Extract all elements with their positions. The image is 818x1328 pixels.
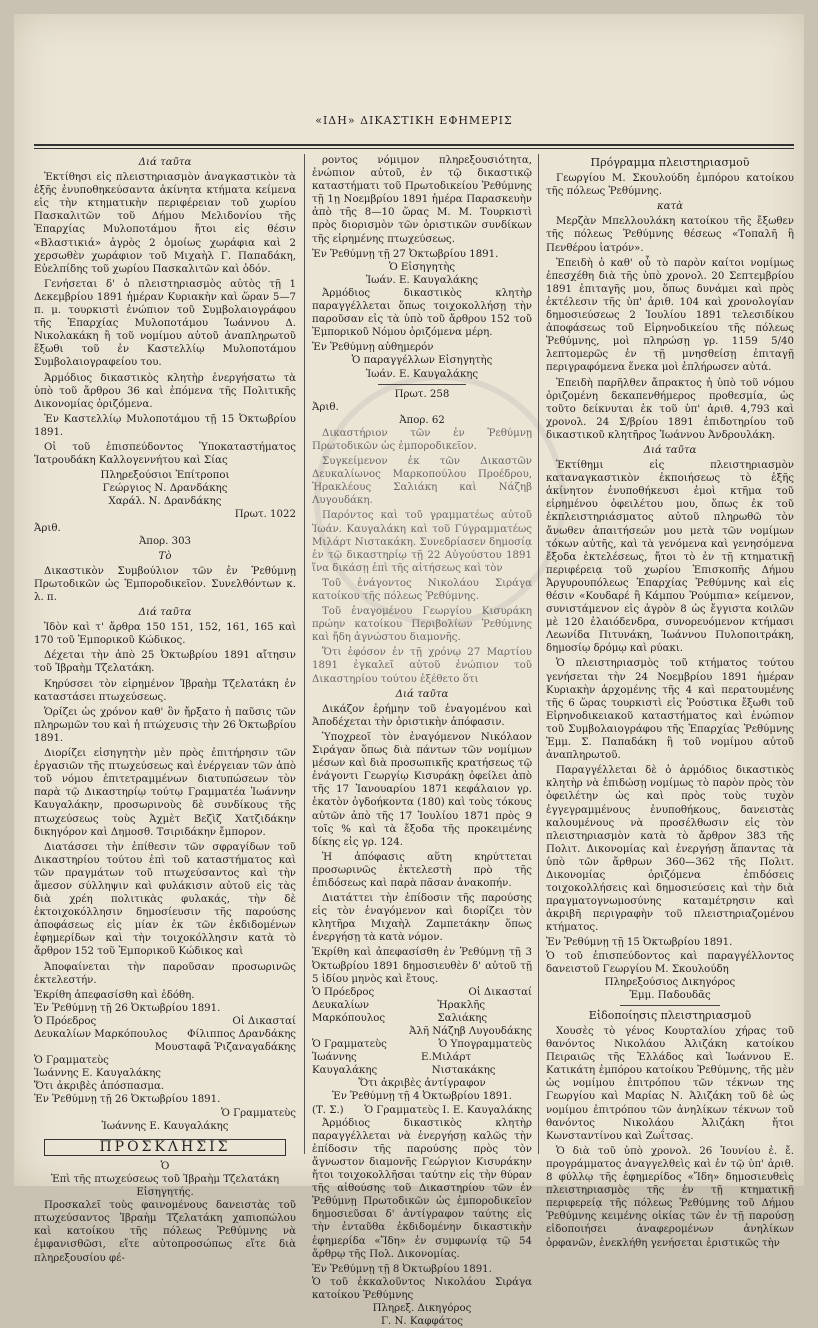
paragraph: Δικαστικὸν Συμβούλιον τῶν ἐν Ῥεθύμνῃ Πρωτοδικῶν ὡς Ἐμποροδικεῖον. Συνελθόντων κ. λ. π. <box>34 565 296 603</box>
text-line: Ἐν Ῥεθύμνῃ τῇ 26 Ὀκτωβρίου 1891. <box>34 1002 221 1014</box>
paragraph: Δέχεται τὴν ἀπὸ 25 Ὀκτωβρίου 1891 αἴτησιν τοῦ Ἰβραὴμ Τζελατάκη. <box>34 650 296 675</box>
paragraph: Διατάσσει τὴν ἐπίθεσιν τῶν σφραγίδων τοῦ Δικαστηρίου τούτου ἐπὶ τοῦ καταστήματος καὶ τῶν πραγμάτων τοῦ πτωχεύσαντος καὶ τὴν ἄμεσον σύλληψιν καὶ φυλάκισιν αὐτοῦ εἰς τὰς διὰ χρέη πολιτικὰς φυλακάς, τὴν δὲ ἐκτοιχοκόλλησιν δημοσίευσιν τῆς παρούσης ἀποφάσεως εἰς μίαν ἐκ τῶν ἐκδιδομένων ἐφημερίδων καὶ τὴν τοιχοκόλλησιν κατὰ τὸ ἄρθρον 152 τοῦ Ἐμπορικοῦ Κώδικος καὶ <box>34 841 296 958</box>
signature-right: Ὁ Υπογραμματεὺς <box>438 1039 532 1051</box>
paragraph: Διατάττει τὴν ἐπίδοσιν τῆς παρούσης εἰς τὸν ἐναγόμενον καὶ διορίζει τὸν κλητῆρα Μιχαὴλ Ζαμπετάκην ὅπως ἐνεργήσῃ τὰ κατὰ νόμον. <box>312 893 532 944</box>
signature-line: Γ. Ν. Καφφάτος <box>380 1316 464 1328</box>
signature-row <box>34 1028 296 1041</box>
paragraph: Ἡ ἀπόφασις αὕτη κηρύττεται προσωρινῶς ἐκτελεστὴ πρὸ τῆς ἐπιδόσεως καὶ παρὰ πᾶσαν ἀνακοπήν. <box>312 851 532 889</box>
column-middle <box>312 154 532 1328</box>
signature-line: Ἰωάν. Ε. Καυγαλάκης <box>365 274 479 286</box>
signature-right: Ἡρακλῆς Σαλιάκης <box>437 999 488 1024</box>
paragraph: Ἐκτίθησι εἰς πλειστηριασμὸν ἀναγκαστικὸν τὰ ἑξῆς ἐνυποθηκεύσαντα ἀκίνητα κτήματα κείμενα εἰς τὴν κτηματικὴν περιφέρειαν τοῦ χωρίου Πασκαλιτῶν τοῦ Δήμου Μελιδονίου τῆς Ἐπαρχίας Μυλοποτάμου ἤτοι εἰς θέσιν «Βλαστικιά» ἀγρὸς 2 ὁμοίως χωράφια καὶ 2 χερσωθὲν χωράφιον τοῦ Μιχαὴλ Γ. Παπαδάκη, Εὐελπίδης τοῦ χωρίου Πασκαλιτῶν καὶ ὁδόν. <box>34 172 296 275</box>
faded-paragraph: Συγκείμενον ἐκ τῶν Δικαστῶν Δευκαλίωνος Μαρκοπούλου Προέδρου, Ἠρακλέους Σαλιάκη καὶ Νάζηβ Λυγουδάκη. <box>312 456 532 507</box>
signature-line: Πληρεξούσιοι Ἐπίτροποι <box>100 470 230 482</box>
paragraph: Δικάζον ἐρήμην τοῦ ἐναγομένου καὶ Ἀποδέχεται τὴν ὁριστικὴν ἀπόφασιν. <box>312 703 532 728</box>
signature-left: Ὁ Πρόεδρος <box>34 1015 97 1027</box>
masthead-rule-thin <box>34 148 794 149</box>
paragraph: Ἰδὸν καὶ τ' ἄρθρα 150 151, 152, 161, 165 καὶ 170 τοῦ Ἐμπορικοῦ Κώδικος. <box>34 622 296 647</box>
text-line: Ἀπορ. 303 <box>138 535 192 547</box>
text-line: Μουσταφᾶ Ῥιζαναγαδάκης <box>154 1042 296 1054</box>
signature-right: Φίλιππος Δρανδάκης <box>187 1029 296 1040</box>
section-heading: Διά ταῦτα <box>395 688 449 700</box>
text-line: Ἀριθ. <box>312 401 339 413</box>
paragraph: Ἀρμόδιος δικαστικὸς κλητὴρ παραγγέλλεται νὰ ἐνεργήσῃ καλῶς τὴν ἐπίδοσιν τῆς παρούσης πρὸς τὸν ἄγνωστον διαμονῆς Γεώργιον Κισυράκην ἤτοι τοιχοκολλῆσαι ταύτην εἰς τὴν θύραν τῆς αἰθούσης τοῦ Δικαστηρίου τῶν ἐν Ῥεθύμνῃ Πρωτοδικῶν ὡς ἐμποροδικεῖον δημοσιεῦσαι δ' ἀντίγραφον ταύτης εἰς τὴν ἐνταῦθα ἐκδιδομένην δικαστικὴν ἐφημερίδα «Ἴδη» ἐν συμφωνίᾳ τῷ 54 ἄρθρῳ τῆς Πολ. Δικονομίας. <box>312 1117 532 1260</box>
text-line: Ὁ τοῦ ἐπισπεύδοντος καὶ παραγγέλλοντος δανειστοῦ Γεωργίου Μ. Σκουλούδη <box>546 950 794 975</box>
text-line: Ὁ Γραμματεὺς <box>34 1055 109 1067</box>
paragraph: Χουσὲς τὸ γένος Κουρταλίου χήρας τοῦ θανόντος Νικολάου Ἀλιζάκη κατοίκου Πειραιῶς τῆς Ἑλλάδος καὶ Ἰωάννου Ε. Κατικάτη ἐμπόρου κατοίκου Ῥεθύμνης, τῆς μὲν ὡς νομίμου ἐπιτρόπου τῶν τέκνων της Γεωργίου καὶ Μαρίας Ν. Ἀλιζάκη τοῦ δὲ ὡς νομίμου ἐπιτρόπου τῶν ἀνηλίκων τέκνων τοῦ θανόντος Νικολάου Ἀλιζάκη ἤτοι Κωνσταντίνου καὶ Ζωΐτσας. <box>546 1026 794 1142</box>
text-line: Πρωτ. 1022 <box>234 509 296 521</box>
faded-paragraph: Ὅτι ἐφόσον ἐν τῇ χρόνῳ 27 Μαρτίου 1891 ἐγκαλεῖ αὐτοῦ ἐνώπιον τοῦ Δικαστηρίου τούτου ἐξέθετο ὅτι <box>312 647 532 685</box>
column-left <box>34 154 296 1264</box>
notice-title: Πρόγραμμα πλειστηριασμοῦ <box>590 156 750 169</box>
text-line: Ἰωάννης Ε. Καυγαλάκης <box>34 1068 162 1080</box>
signature-line: Ἰωάννης Ε. Καυγαλάκης <box>101 1120 229 1132</box>
text-line: Ὁ τοῦ ἐκκαλοῦντος Νικολάου Σιράγα κατοίκου Ῥεθύμνης <box>312 1276 532 1301</box>
section-heading: κατὰ <box>656 201 684 213</box>
paragraph: Ὁρίζει ὡς χρόνον καθ' ὃν ἤρξατο ἡ παῦσις τῶν πληρωμῶν του καὶ ἡ πτώχευσις τὴν 26 Ὀκτωβρίου 1891. <box>34 706 296 744</box>
paragraph: Γεωργίου Μ. Σκουλούδη ἐμπόρου κατοίκου τῆς πόλεως Ῥεθύμνης. <box>546 173 794 198</box>
paragraph: Γενήσεται δ' ὁ πλειστηριασμὸς αὐτὸς τῇ 1 Δεκεμβρίου 1891 ἡμέραν Κυριακὴν καὶ ὥραν 5—7 π. μ. τουρκιστὶ ἐνώπιον τοῦ Συμβολαιογράφου τῆς Ἐπαρχίας Μυλοποτάμου Ἰωάννου Δ. Νικολακάκη ἢ τοῦ νομίμου αὐτοῦ ἀναπληρωτοῦ ἔξωθι τοῦ ἐν Καστελλίῳ Μυλοποτάμου Συμβολαιογραφείου του. <box>34 278 296 369</box>
text-line: Ὅτι ἀκριβὲς ἀπόσπασμα. <box>34 1081 165 1093</box>
section-heading: Διά ταῦτα <box>138 607 192 619</box>
signature-line: Γεώργιος Ν. Δρανδάκης <box>102 483 228 495</box>
paragraph: Ἀποφαίνεται τὴν παροῦσαν προσωρινῶς ἐκτελεστήν. <box>34 961 296 986</box>
paragraph: Ἐπειδὴ ὁ καθ' οὗ τὸ παρὸν καίτοι νομίμως ἐπεσχέθη διὰ τῆς ὑπὸ χρονολ. 20 Σεπτεμβρίου 1891 ἐπιταγῆς μου, ὅπως δυνάμει καὶ πρὸς ἐκτέλεσιν τῆς ὑπ' ἀριθ. 104 καὶ χρονολογίαν δημοσιεύσεως 2 Ἰουλίου 1891 τελεσιδίκου ἀποφάσεως τοῦ Εἰρηνοδικείου τῆς πόλεως Ῥεθύμνης, μοὶ πληρώσῃ γρ. 1159 5/40 λεπτομερῶς ἐν τῇ μνησθείσῃ ἐπιταγῇ περιγραφόμενα ἕνεκα μοὶ ἐπλήρωσεν αὐτά. <box>546 257 794 374</box>
signature-line: Πληρεξ. Δικηγόρος <box>372 1302 472 1314</box>
section-heading: Διά ταῦτα <box>138 157 192 168</box>
masthead-title: «ΙΔΗ» ΔΙΚΑΣΤΙΚΗ ΕΦΗΜΕΡΙΣ <box>315 114 513 127</box>
faded-paragraph: Παρόντος καὶ τοῦ γραμματέως αὐτοῦ Ἰωάν. Καυγαλάκη καὶ τοῦ Γύγραμματέως Μιλάρτ Νιστακάκη. Συνεδρίασεν δημοσίᾳ ἐν τῷ δικαστηρίῳ τῇ 22 Αὐγούστου 1891 ἵνα δικάσῃ ἐπὶ τῆς αἰτήσεως καὶ τὸν <box>312 510 532 574</box>
faded-paragraph: Τοῦ ἐνάγοντος Νικολάου Σιράγα κατοίκου τῆς πόλεως Ῥεθύμνης. <box>312 577 532 602</box>
text-line: Ἐπὶ τῆς πτωχεύσεως τοῦ Ἰβραὴμ Τζελατάκη Εἰσηγητής. <box>50 1173 280 1199</box>
signature-row <box>34 1015 296 1028</box>
signature-line: Ἐμμ. Παδουδᾶς <box>629 989 711 1001</box>
section-heading: Διά ταῦτα <box>643 444 697 456</box>
text-line: Ἐν Ῥεθύμνῃ τῇ 26 Ὀκτωβρίου 1891. <box>34 1094 221 1106</box>
columns <box>34 154 794 1328</box>
signature-left: (Τ. Σ.) <box>312 1104 344 1116</box>
paragraph: Ἐπειδὴ παρῆλθεν ἄπρακτος ἡ ὑπὸ τοῦ νόμου ὁριζομένη δεκαπενθήμερος προθεσμία, ὡς τοῦτο δείκνυται ἐκ τοῦ ὑπ' ἀριθ. 4,793 καὶ χρονολ. 24 Σ/βρίου 1891 ἐπιδοτηρίου τοῦ δικαστικοῦ κλητῆρος Ἰωάννου Ἀνδρουλάκη. <box>546 377 794 441</box>
paragraph: Ἀρμόδιος δικαστικὸς κλητὴρ παραγγέλλεται ὅπως τοιχοκολλήσῃ τὴν παροῦσαν εἰς τὰ ὑπὸ τοῦ ἄρθρου 152 τοῦ Ἐμπορικοῦ Νόμου ὁριζόμενα μέρη. <box>312 287 532 339</box>
text-line: Ἐν Ῥεθύμνῃ τῇ 27 Ὀκτωβρίου 1891. <box>312 248 499 260</box>
text-line: Ἀλῆ Νάζηβ Λυγουδάκης <box>409 1026 532 1037</box>
signature-left: Ὁ Γραμματεὺς <box>312 1039 387 1051</box>
column-divider <box>538 154 539 1154</box>
signature-line: Ὁ παραγγέλλων Εἰσηγητὴς <box>351 355 493 367</box>
newspaper-page <box>14 14 804 1328</box>
text-line: Ὁ <box>160 1160 170 1172</box>
masthead-rule <box>34 144 794 146</box>
text-line: Ὅτι ἀκριβὲς ἀντίγραφον <box>358 1078 486 1090</box>
paragraph: Παραγγέλλεται δὲ ὁ ἀρμόδιος δικαστικὸς κλητὴρ νὰ ἐπιδώσῃ νομίμως τὸ παρὸν πρὸς τὸν ὀφειλέτην ὡς καὶ πρὸς τοὺς τυχὸν ἐγγεγραμμένους ἐνυποθήκους, δανειστὰς καλουμένους νὰ προσέλθωσιν εἰς τὸν πλειστηριασμὸν κατὰ τὸ ἄρθρον 383 τῆς Πολιτ. Δικονομίας καὶ ἐνεργήσῃ ἅπαντας τὰ ὑπὸ τῶν ἄρθρων 360—362 τῆς Πολιτ. Δικονομίας ὁριζόμενα ἐπιδόσεις τοιχοκολλήσεις καὶ δημοσιεύσεις καὶ τὴν διὰ πραγματογνωμοσύνης καταμέτρησιν καὶ ἀκριβῆ περιγραφὴν τοῦ πλειστηριαζομένου κτήματος. <box>546 765 794 934</box>
paragraph: Διορίζει εἰσηγητὴν μὲν πρὸς ἐπιτήρησιν τῶν ἐργασιῶν τῆς πτωχεύσεως καὶ ἐνέργειαν τῶν ἀπὸ τοῦ νόμου ἐπιτετραμμένων διατυπώσεων τὸν παρὰ τῷ Δικαστηρίῳ τούτῳ Γραμματέα Ἰωάννην Καυγαλάκην, προσωρινοὺς δὲ συνδίκους τῆς πτωχεύσεως τοὺς Ἀχμὲτ Βεζὶζ Χατζιδάκην δικηγόρον καὶ Δημοσθ. Τσιριδάκην ἔμπορον. <box>34 748 296 838</box>
paragraph: Ἐν Καστελλίῳ Μυλοποτάμου τῇ 15 Ὀκτωβρίου 1891. <box>34 413 296 438</box>
text-line: Ἐκρίθη καὶ ἀπεφασίσθη ἐν Ῥεθύμνῃ τῇ 3 Ὀκτωβρίου 1891 δημοσιευθὲν δ' αὐτοῦ τῇ 5 ἰδίου μηνὸς καὶ ἔτους. <box>312 947 532 985</box>
paragraph: Μερζὰν Μπελλουλάκη κατοίκου τῆς ἔξωθεν τῆς πόλεως Ῥεθύμνης θέσεως «Τοπαλῆ ἢ Πενθέρου ἰατρόν». <box>546 216 794 254</box>
paragraph: ροντος νόμιμον πληρεξουσιότητα, ἐνώπιον αὐτοῦ, ἐν τῷ δικαστικῷ καταστήματι τοῦ Πρωτοδικείου Ῥεθύμνης τῇ 1ῃ Νοεμβρίου 1891 ἡμέρα Παρασκευὴν ἀπὸ τῆς 8—10 ὥρας Μ. Μ. Τουρκιστὶ πρὸς διορισμὸν τῶν ὁριστικῶν συνδίκων τῆς εἰρημένης πτωχεύσεως. <box>312 155 532 245</box>
text-line: Ἀπορ. 62 <box>399 414 445 426</box>
paragraph: Οἱ τοῦ ἐπισπεύδοντος Ὑποκαταστήματος Ἰατρουδάκη Καλλογεννήτου καὶ Σίας <box>34 441 296 467</box>
divider <box>620 1005 719 1006</box>
signature-line: Ἰωάν. Ε. Καυγαλάκης <box>365 368 479 380</box>
signature-row <box>312 986 532 999</box>
signature-left: Ὁ Πρόεδρος <box>312 986 375 998</box>
signature-row <box>312 1051 532 1077</box>
text-line: Ἐκρίθη ἀπεφασίσθη καὶ ἐδόθη. <box>34 989 195 1001</box>
signature-row <box>312 1104 532 1117</box>
signature-right: Οἱ Δικασταί <box>232 1015 296 1027</box>
signature-left: Δευκαλίων Μαρκόπουλος <box>34 1029 168 1040</box>
signature-left: Ἰωάννης Ε. Καυγαλάκης <box>312 1052 432 1077</box>
signature-left: Δευκαλίων Μαρκόπουλος <box>312 999 386 1024</box>
paragraph: Κηρύσσει τὸν εἰρημένον Ἰβραὴμ Τζελατάκη ἐν καταστάσει πτωχεύσεως. <box>34 678 296 703</box>
column-divider <box>304 154 305 1154</box>
paragraph: Ὁ πλειστηριασμὸς τοῦ κτήματος τούτου γενήσεται τὴν 24 Νοεμβρίου 1891 ἡμέραν Κυριακὴν ἀρχομένης τῆς 4 καὶ περατουμένης τῆς 6 ὥρας τουρκιστὶ εἰς Ῥούστικα ἔξωθι τοῦ Εἰρηνοδικειακοῦ καταστήματος καὶ ἐνώπιον τοῦ Συμβολαιογράφου τῆς Ἐπαρχίας Ῥεθύμνης Ἐμμ. Σ. Παπαδάκη ἢ τοῦ νομίμου αὐτοῦ ἀναπληρωτοῦ. <box>546 658 794 762</box>
text-line: Ἐν Ῥεθύμνῃ αὐθημερόν <box>312 342 434 354</box>
faded-paragraph: Δικαστήριον τῶν ἐν Ῥεθύμνῃ Πρωτοδικῶν ὡς ἐμποροδικεῖον. <box>312 427 532 452</box>
signature-right: Μιλάρτ Νιστακάκης <box>431 1052 496 1077</box>
signature-line: Πληρεξούσιος Δικηγόρος <box>604 976 736 988</box>
faded-paragraph: Τοῦ ἐναγομένου Γεωργίου Κισυράκη πρώην κατοίκου Περιβολίων Ῥεθύμνης καὶ ἤδη ἀγνώστου διαμονῆς. <box>312 606 532 644</box>
paragraph: Ἀρμόδιος δικαστικὸς κλητὴρ ἐνεργήσατω τὰ ὑπὸ τοῦ ἄρθρου 36 καὶ ἑπόμενα τῆς Πολιτικῆς Δικονομίας ὁριζόμενα. <box>34 372 296 410</box>
signature-row <box>312 999 532 1025</box>
text-line: Ἐν Ῥεθύμνῃ τῇ 15 Ὀκτωβρίου 1891. <box>546 937 733 949</box>
paragraph: Ὁ διὰ τοῦ ὑπὸ χρονολ. 26 Ἰουνίου ἐ. ἔ. προγράμματος ἀναγγελθεὶς καὶ ἐν τῷ ὑπ' ἀριθ. 8 φύλλῳ τῆς ἐφημερίδος «Ἴδη» δημοσιευθεὶς πλειστηριασμὸς τῆς ἐν τῇ κτηματικῇ περιφερείᾳ τῆς πόλεως Ῥεθύμνης τοῦ Δήμου Ῥεθύμνης κειμένης οἰκίας τῶν ἐν τῇ παρούσῃ εἰδοποιήσει ἀναφερομένων ἀνηλίκων ὀρφανῶν, ἐνεκλήθη γενήσεται ἐριστικῶς τὴν <box>546 1145 794 1249</box>
paragraph: Ἐκτίθημι εἰς πλειστηριασμὸν καταναγκαστικὸν ἐκποιήσεως τὸ ἑξῆς ἀκίνητον ἐνυποθήκευσι ἐμοὶ κτῆμα τοῦ εἰρημένου ὀφειλέτου μου, ὅπως ἐκ τοῦ ἐκπλειστηριάσματος αὐτοῦ πληρωθῶ τὸν ἄνωθεν ἀπαιτήσεών μου μετὰ τῶν νομίμων τόκων αὐτῆς, καὶ τὰ γενόμενα καὶ γενησόμενα ἔξοδα ἐκτελέσεως, ἤτοι τὸ ἐν τῇ κτηματικῇ περιφέρειᾳ τοῦ χωρίου Ἐπισκοπῆς Δήμου Ἀργυρουπόλεως Ἐπαρχίας Ῥεθύμνης καὶ εἰς θέσιν «Κουδαρέ ἢ Κάμπου Ῥούμπια» κείμενον, συνιστάμενον εἰς ἀγρὸν 8 ὡς ἔγγιστα κοιλῶν μὲ 120 ἐλαιόδενδρα, συνορευόμενον κτήμασι Λεωνίδα Πιτυνάκη, Ἰωάννου Πυλοποιτράκη, δημοσίῳ δρόμῳ καὶ ρύακι. <box>546 460 794 655</box>
text-line: Πρωτ. 258 <box>394 388 450 400</box>
signature-right: Οἱ Δικασταί <box>468 986 532 998</box>
notice-box-title: ΠΡΟΣΚΛΗΣΙΣ <box>44 1139 286 1156</box>
signature-right: Ὁ Γραμματεὺς Ι. Ε. Καυγαλάκης <box>364 1104 532 1116</box>
column-right <box>546 154 794 1249</box>
paragraph: Ὑποχρεοῖ τὸν ἐναγόμενον Νικόλαον Σιράγαν ὅπως διὰ πάντων τῶν νομίμων μέσων καὶ διὰ προσωπικῆς κρατήσεως τῷ ἐνάγοντι Γεωργίῳ Κισυράκῃ ὀφείλει ἀπὸ τῆς 17 Ἰανουαρίου 1871 κεφάλαιον γρ. ἑκατὸν ὀγδοήκοντα (180) καὶ τοὺς τόκους αὐτῶν ἀπὸ τῆς 17 Ἰουλίου 1871 πρὸς 9 τοῖς % καὶ τὰ ἔξοδα τῆς προκειμένης δίκης εἰς γρ. 124. <box>312 731 532 848</box>
text-line: Ἐν Ῥεθύμνῃ τῇ 4 Ὀκτωβρίου 1891. <box>332 1091 512 1103</box>
signature-line: Χαράλ. Ν. Δρανδάκης <box>108 496 222 508</box>
signature-row <box>312 1038 532 1051</box>
section-heading: Τὸ <box>158 550 172 562</box>
divider <box>378 384 466 385</box>
signature-line: Ὁ Εἰσηγητὴς <box>388 261 456 273</box>
masthead <box>34 114 794 138</box>
text-line: Ὁ Γραμματεὺς <box>221 1107 296 1119</box>
notice-title: Εἰδοποίησις πλειστηριασμοῦ <box>588 1008 752 1022</box>
text-line: Ἐν Ῥεθύμνῃ τῇ 8 Ὀκτωβρίου 1891. <box>312 1263 492 1275</box>
text-line: Ἀριθ. <box>34 522 61 534</box>
paragraph: Προσκαλεῖ τοὺς φαινομένους δανειστὰς τοῦ πτωχεύσαντος Ἰβραὴμ Τζελατάκη χαπιοπώλου καὶ κατοίκου τῆς πόλεως Ῥεθύμνης νὰ ἐμφανισθῶσι, εἴτε αὐτοπροσώπως εἴτε διὰ πληρεξουσίου φέ- <box>34 1200 296 1264</box>
